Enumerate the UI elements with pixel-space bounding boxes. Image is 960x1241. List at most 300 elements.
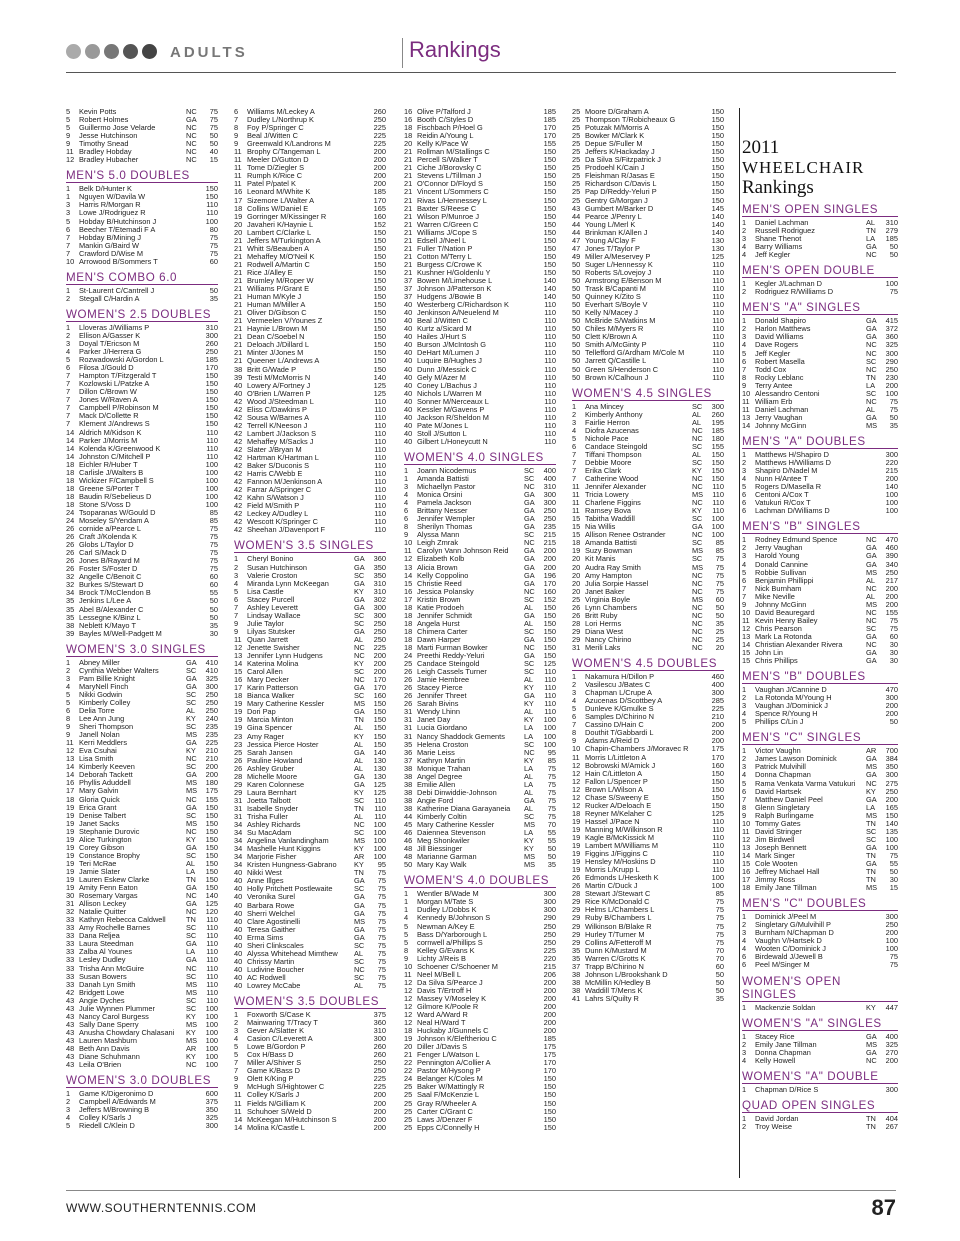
ranking-row — [66, 1106, 218, 1114]
state — [186, 372, 201, 380]
rank: 43 — [66, 1027, 75, 1037]
rank: 40 — [404, 436, 413, 446]
state: AL — [524, 618, 534, 628]
points: 150 — [711, 800, 724, 810]
rank: 2 — [66, 293, 71, 303]
rank: 32 — [66, 580, 75, 590]
points: 85 — [209, 516, 218, 526]
player-name: Isabelle Snyder — [247, 804, 298, 813]
player-name: Game K/Digeronimo D — [79, 1090, 154, 1099]
points: 400 — [711, 680, 724, 690]
points: 150 — [205, 834, 218, 844]
rank: 21 — [404, 235, 413, 245]
ranking-row — [572, 874, 724, 882]
rank: 1 — [742, 1031, 747, 1041]
rank: 13 — [234, 651, 243, 661]
rank: 12 — [404, 993, 413, 1003]
player-name: Oliver D/Gibson C — [247, 309, 307, 318]
state: SC — [186, 931, 197, 941]
points: 100 — [543, 723, 556, 733]
points: 100 — [205, 1043, 218, 1053]
rank: 31 — [404, 715, 413, 725]
points: 140 — [373, 747, 386, 757]
state: GA — [354, 876, 365, 886]
state: MS — [866, 762, 878, 772]
rank: 5 — [66, 216, 71, 226]
state — [354, 285, 369, 293]
points: 200 — [885, 583, 898, 593]
player-name: Sally Dane Sperry — [79, 1020, 139, 1029]
player-name: Pennington A/Collier A — [417, 1059, 491, 1068]
points: 250 — [373, 626, 386, 636]
points: 200 — [711, 736, 724, 746]
state: LA — [524, 828, 534, 838]
player-name: Jamie Slater — [79, 867, 121, 876]
player-name: Booth C/Styles D — [417, 116, 474, 125]
state — [354, 1100, 369, 1108]
player-name: Delia Torre — [79, 707, 115, 715]
rank: 26 — [234, 763, 243, 773]
player-name: Corey Gibson — [79, 843, 125, 852]
rank: 5 — [66, 355, 71, 365]
state: GA — [866, 842, 877, 852]
rank: 4 — [572, 696, 577, 706]
rank: 19 — [66, 826, 75, 836]
ranking-row — [572, 124, 724, 132]
rank: 5 — [234, 1050, 239, 1060]
rank: 5 — [742, 567, 747, 577]
state — [866, 945, 881, 953]
ranking-row — [234, 341, 386, 349]
points: 75 — [377, 956, 386, 966]
ranking-row — [234, 1011, 386, 1019]
player-name: Sheri Thompson — [79, 723, 134, 732]
ranking-row — [572, 914, 724, 922]
rank: 50 — [572, 356, 581, 366]
state — [354, 1108, 369, 1116]
player-name: Hobday B/Hutchinson J — [79, 217, 157, 226]
state — [692, 697, 707, 705]
ranking-row — [234, 1124, 386, 1132]
rank: 40 — [234, 868, 243, 878]
state — [186, 622, 201, 630]
player-name: Chrissy Martin — [247, 957, 295, 966]
player-name: Belk D/Hunter K — [79, 185, 132, 194]
player-name: Joann Nicodemus — [417, 466, 477, 475]
state: LA — [186, 947, 196, 957]
player-name: Brown L/Wilson A — [585, 785, 643, 794]
points: 100 — [205, 499, 218, 509]
rank: 6 — [66, 706, 71, 715]
points: 110 — [544, 340, 556, 350]
points: 125 — [373, 787, 386, 797]
player-name: Carlisle J/Walters B — [79, 468, 144, 477]
state — [354, 366, 369, 374]
state: GA — [524, 578, 535, 588]
player-name: Donald Shapiro — [755, 317, 806, 326]
player-name: Erika Clark — [585, 466, 622, 475]
ranking-row — [234, 462, 386, 470]
points: 185 — [373, 187, 386, 197]
player-name: Mackenzie Soldan — [755, 1003, 816, 1012]
state — [524, 197, 539, 205]
player-name: Hensley M/Hoskins D — [585, 858, 656, 867]
rank: 18 — [404, 643, 413, 652]
rank: 18 — [404, 626, 413, 636]
player-name: Jerry Vaughan — [755, 544, 803, 553]
player-name: Burgess C/Crowe K — [417, 260, 482, 269]
ranking-row — [404, 253, 556, 261]
rank: 4 — [742, 709, 747, 719]
state — [524, 237, 539, 245]
points: 100 — [885, 506, 898, 516]
player-name: Globs L/Taylor D — [79, 541, 134, 550]
rank: 1 — [66, 1089, 71, 1099]
state: AL — [866, 575, 876, 585]
points: 350 — [885, 762, 898, 772]
state — [354, 301, 369, 309]
state: MS — [186, 1019, 198, 1029]
player-name: Eva Csuhai — [79, 747, 117, 756]
state — [186, 606, 201, 614]
points: 150 — [711, 195, 724, 205]
points: 200 — [885, 928, 898, 938]
rank: 5 — [66, 123, 71, 133]
points: 110 — [206, 955, 218, 965]
player-name: Huckaby J/Gunnels C — [417, 1027, 489, 1036]
state — [524, 317, 539, 325]
state — [524, 995, 539, 1003]
points: 85 — [715, 889, 724, 899]
state: GA — [354, 602, 365, 612]
header-dots-icon — [66, 44, 157, 59]
player-name: Jesse Hutchinson — [79, 132, 138, 141]
ranking-row — [234, 357, 386, 365]
player-name: Lambert M/Williams M — [585, 842, 659, 851]
player-name: Jennifer Lynn Hudgens — [247, 652, 323, 661]
rank: 42 — [234, 428, 243, 438]
points: 150 — [205, 802, 218, 812]
ranking-row — [66, 565, 218, 573]
points: 25 — [715, 634, 724, 644]
rank: 12 — [404, 977, 413, 987]
ranking-row — [234, 518, 386, 526]
rank: 5 — [572, 433, 577, 443]
rank: 13 — [742, 842, 751, 852]
player-name: Kegler J/Lachman D — [755, 280, 822, 289]
points: 152 — [543, 594, 556, 604]
rank: 14 — [234, 1114, 243, 1124]
rank: 3 — [742, 551, 747, 561]
state: KY — [354, 586, 364, 596]
rank: 7 — [572, 720, 577, 730]
state — [524, 1051, 539, 1059]
points: 75 — [377, 964, 386, 974]
rank: 18 — [404, 123, 413, 133]
player-name: Brumley M/Roper W — [247, 276, 314, 285]
points: 220 — [543, 953, 556, 963]
player-name: Emilie Allen — [417, 780, 456, 789]
player-name: McKeegan M/Hutchinson S — [247, 1115, 337, 1124]
player-name: Reidin A/Young L — [417, 132, 474, 141]
state — [524, 906, 539, 914]
player-name: Parker J/Herrera G — [79, 348, 142, 357]
ranking-row — [234, 366, 386, 374]
state: GA — [354, 892, 365, 902]
rank: 40 — [234, 956, 243, 966]
points: 150 — [543, 163, 556, 173]
player-name: Tome D/Ziegler S — [247, 164, 305, 173]
rank: 40 — [404, 356, 413, 366]
player-name: Ralph Burlingame — [755, 811, 814, 820]
rank: 25 — [404, 659, 413, 669]
state — [354, 526, 369, 534]
player-name: Figgins J/Figgins C — [585, 850, 648, 859]
state: GA — [524, 546, 535, 556]
points: 185 — [543, 107, 556, 116]
ranking-row — [66, 1122, 218, 1130]
player-name: Human M/Kyle J — [247, 293, 302, 302]
rank: 6 — [234, 107, 239, 116]
player-name: Alice Turkington — [79, 835, 132, 844]
state: SC — [186, 1003, 197, 1013]
player-name: Collins W/Daniel E — [247, 204, 309, 213]
rank: 9 — [66, 139, 71, 149]
player-name: Lesley Dudley — [79, 956, 126, 965]
points: 460 — [885, 543, 898, 553]
points: 415 — [885, 316, 898, 326]
state — [186, 404, 201, 412]
rank: 48 — [404, 844, 413, 854]
player-name: Ashley Leverett — [247, 603, 298, 612]
points: 350 — [373, 570, 386, 580]
rank: 5 — [572, 704, 577, 714]
player-name: Eliss C/Dawkins P — [247, 405, 307, 414]
points: 150 — [373, 715, 386, 725]
ranking-row — [742, 953, 898, 961]
rank: 7 — [234, 610, 239, 620]
points: 170 — [543, 131, 556, 141]
points: 150 — [205, 883, 218, 893]
player-name: Audra Ray Smith — [585, 563, 641, 572]
state — [524, 1059, 539, 1067]
points: 300 — [373, 602, 386, 612]
rank: 21 — [404, 171, 413, 181]
state — [186, 445, 201, 453]
points: 250 — [373, 115, 386, 125]
points: 150 — [711, 139, 724, 149]
player-name: Mary Catherine Kessler — [417, 821, 495, 830]
state — [354, 414, 369, 422]
rank: 43 — [66, 1011, 75, 1021]
rank: 29 — [572, 913, 581, 923]
points: 150 — [543, 155, 556, 165]
rank: 40 — [234, 980, 243, 990]
player-name: Mack D/Collette R — [79, 412, 139, 421]
state: GA — [354, 683, 365, 693]
points: 50 — [209, 131, 218, 141]
points: 150 — [373, 243, 386, 253]
rank: 42 — [234, 404, 243, 414]
rank: 12 — [66, 155, 75, 165]
player-name: Olett K/King P — [247, 1075, 294, 1084]
player-name: Fallon L/Spencer P — [585, 777, 648, 786]
ranking-row — [404, 156, 556, 164]
state: SC — [866, 356, 877, 366]
points: 110 — [374, 485, 386, 495]
ranking-row — [572, 164, 724, 172]
state: GA — [866, 332, 877, 342]
player-name: Cassino D/Hain C — [585, 721, 644, 730]
rank: 19 — [66, 874, 75, 884]
category-heading: WOMEN'S 3.5 SINGLES — [234, 539, 386, 553]
state — [692, 374, 707, 382]
state: GA — [866, 859, 877, 868]
state — [186, 340, 201, 348]
rank: 34 — [234, 828, 243, 838]
category-heading: MEN'S COMBO 6.0 — [66, 271, 218, 285]
rank: 36 — [404, 747, 413, 757]
player-name: Daniel Lachman — [755, 219, 809, 227]
player-name: Allison Renee Ostrander — [585, 531, 666, 540]
player-name: Kelly N/Macey J — [585, 309, 638, 318]
player-name: Robert Holmes — [79, 116, 129, 125]
state: SC — [186, 810, 197, 820]
rank: 40 — [404, 316, 413, 326]
ranking-row — [404, 197, 556, 205]
player-name: Carol Allen — [247, 668, 283, 677]
points: 110 — [544, 300, 556, 310]
rank: 29 — [572, 937, 581, 947]
state: MS — [524, 820, 536, 830]
rank: 40 — [404, 340, 413, 350]
rank: 31 — [572, 643, 581, 652]
player-name: Dean C/Soebel N — [247, 333, 305, 342]
state — [186, 565, 201, 573]
player-name: Rodney Edmund Spence — [755, 536, 838, 545]
state: AL — [866, 591, 876, 601]
player-name: Angel Degree — [417, 772, 463, 781]
rank: 26 — [404, 699, 413, 709]
player-name: Sizemore L/Walter A — [247, 196, 315, 205]
rank: 25 — [572, 163, 581, 173]
rank: 9 — [234, 618, 239, 628]
points: 75 — [377, 980, 386, 990]
state — [692, 333, 707, 341]
rank: 1 — [66, 184, 71, 194]
points: 85 — [715, 546, 724, 556]
rank: 40 — [404, 348, 413, 358]
state — [524, 414, 539, 422]
ranking-row — [66, 332, 218, 340]
player-name: Angelina Vanlandingham — [247, 837, 329, 846]
state: SC — [524, 474, 535, 484]
points: 150 — [205, 842, 218, 852]
player-name: Trisha Fuller — [247, 812, 288, 821]
rank: 50 — [572, 267, 581, 277]
ranking-row — [404, 861, 556, 869]
player-name: Morris L/Littleton A — [585, 753, 647, 762]
ranking-row — [66, 549, 218, 557]
rank: 6 — [742, 786, 747, 796]
ranking-row — [234, 213, 386, 221]
ranking-row — [234, 430, 386, 438]
ranking-row — [572, 770, 724, 778]
state — [354, 1051, 369, 1059]
rank: 25 — [572, 131, 581, 141]
points: 75 — [377, 868, 386, 878]
state — [354, 422, 369, 430]
player-name: Moore D/Graham A — [585, 108, 649, 116]
category-heading: MEN'S OPEN DOUBLE — [742, 264, 898, 278]
ranking-row — [234, 974, 386, 982]
points: 50 — [547, 852, 556, 862]
points: 75 — [209, 115, 218, 125]
player-name: Leigh Zmrak — [417, 539, 459, 548]
points: 110 — [206, 995, 218, 1005]
points: 50 — [209, 139, 218, 149]
points: 404 — [885, 1113, 898, 1123]
player-name: Pamela Jackson — [417, 499, 472, 508]
points: 150 — [373, 251, 386, 261]
state: KY — [524, 844, 534, 854]
player-name: Kurtz a/Sicard M — [417, 325, 472, 334]
state — [692, 729, 707, 737]
player-name: Jennifer Threet — [417, 692, 467, 701]
player-name: Nancy Carol Burgess — [79, 1012, 149, 1021]
rank: 29 — [234, 787, 243, 797]
ranking-row — [572, 403, 724, 411]
player-name: Trask B/Capanti M — [585, 285, 646, 294]
points: 100 — [205, 1019, 218, 1029]
state — [692, 890, 707, 898]
ranking-row — [572, 116, 724, 124]
state: NC — [866, 607, 877, 617]
state: TN — [354, 803, 364, 813]
player-name: Vaughan J/Dominick J — [755, 702, 828, 711]
points: 200 — [885, 380, 898, 390]
rank: 42 — [234, 477, 243, 487]
player-name: Mainwaring T/Tracy T — [247, 1019, 318, 1028]
rank: 9 — [66, 730, 71, 740]
rank: 42 — [234, 469, 243, 479]
player-name: Johnson L/Brookshank D — [585, 970, 668, 979]
rank: 11 — [66, 738, 74, 748]
player-name: Allison Leckey — [79, 900, 127, 909]
ranking-row — [404, 277, 556, 285]
ranking-row — [572, 794, 724, 802]
ranking-row — [404, 1083, 556, 1091]
rank: 3 — [742, 928, 747, 938]
points: 160 — [373, 211, 386, 221]
state: GA — [524, 506, 535, 516]
player-name: Jenkinson A/Neuelend M — [417, 309, 499, 318]
ranking-row — [234, 1083, 386, 1091]
state: NC — [186, 107, 197, 116]
state: AL — [524, 675, 534, 685]
ranking-row — [572, 357, 724, 365]
state: AR — [866, 746, 877, 756]
ranking-row — [572, 939, 724, 947]
points: 100 — [711, 530, 724, 540]
points: 110 — [712, 841, 724, 851]
player-name: David Jordan — [755, 1114, 799, 1123]
ranking-row — [572, 866, 724, 874]
rank: 2 — [742, 324, 747, 334]
state: NC — [186, 147, 197, 157]
rank: 18 — [66, 459, 75, 469]
ranking-row — [234, 422, 386, 430]
